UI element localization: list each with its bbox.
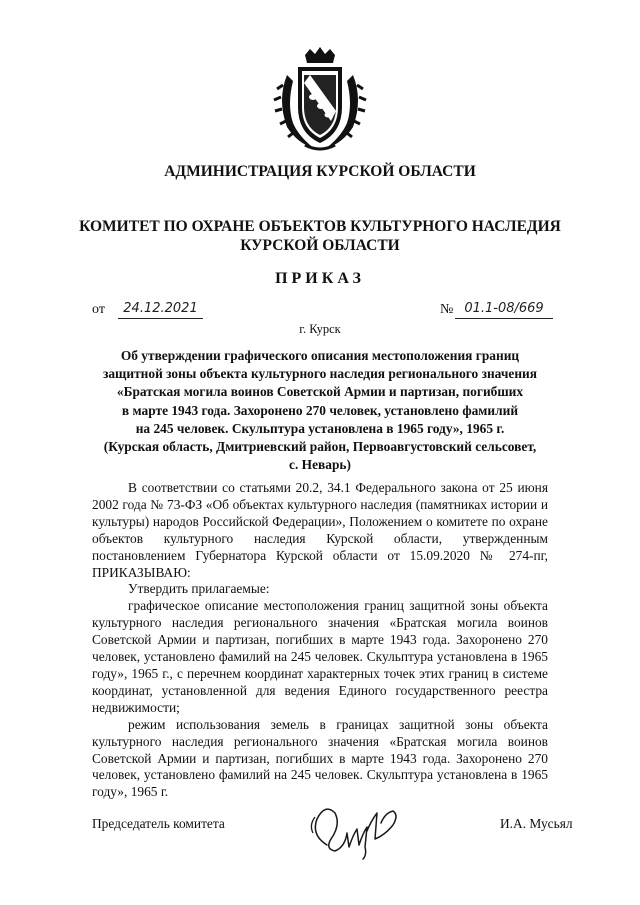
body-paragraph: Утвердить прилагаемые: bbox=[128, 581, 270, 597]
document-body bbox=[92, 480, 548, 801]
signatory-name: И.А. Мусьял bbox=[500, 816, 573, 831]
document-number: 01.1-08/669 bbox=[455, 302, 553, 319]
signatory-position: Председатель комитета bbox=[92, 816, 225, 831]
committee-title-line1: КОМИТЕТ ПО ОХРАНЕ ОБЪЕКТОВ КУЛЬТУРНОГО НАСЛЕДИЯ bbox=[79, 218, 561, 235]
subject-line: «Братская могила воинов Советской Армии и партизан, погибших bbox=[116, 384, 524, 400]
date-prefix: от bbox=[92, 302, 105, 317]
body-paragraph: режим использования земель в границах защитной зоны объекта культурного наследия регионального значения «Братская могила воинов Советской Армии и партизан, погибших в марте 1943 года. Захоронено 270 человек, установлено фамилий на 245 человек. Скульптура установлена в 1965 году», 1965 г. bbox=[92, 716, 548, 800]
body-paragraph: графическое описание местоположения границ защитной зоны объекта культурного наследия регионального значения «Братская могила воинов Советской Армии и партизан, погибших в марте 1943 года. Захоронено 270 человек, установлено фамилий на 245 человек. Скульптура установлена в 1965 году», 1965 г., с перечнем координат характерных точек этих границ в системе координат, установленной для ведения Единого государственного реестра недвижимости; bbox=[92, 598, 548, 715]
subject-line: защитной зоны объекта культурного наследия регионального значения bbox=[102, 366, 538, 382]
handwritten-signature bbox=[305, 795, 410, 860]
body-paragraph: В соответствии со статьями 20.2, 34.1 Федерального закона от 25 июня 2002 года № 73-ФЗ «Об объектах культурного наследия (памятниках истории и культуры) народов Российской Федерации», Положением о комитете по охране объектов культурного наследия Курской области, утвержденным постановлением Губернатора Курской области от 15.09.2020 № 274-пг, ПРИКАЗЫВАЮ: bbox=[92, 480, 548, 580]
committee-title bbox=[0, 217, 640, 255]
subject-line: (Курская область, Дмитриевский район, Первоавгустовский сельсовет, bbox=[103, 439, 537, 455]
subject-line: Об утверждении графического описания местоположения границ bbox=[120, 348, 520, 363]
subject-line: на 245 человек. Скульптура установлена в 1965 году», 1965 г. bbox=[135, 420, 505, 436]
city: г. Курск bbox=[299, 322, 341, 336]
document-type: ПРИКАЗ bbox=[275, 270, 365, 287]
coat-of-arms-icon bbox=[265, 45, 375, 155]
subject-line: с. Неварь) bbox=[289, 457, 351, 473]
document-subject bbox=[92, 347, 548, 474]
document-date: 24.12.2021 bbox=[118, 302, 203, 319]
subject-line: в марте 1943 года. Захоронено 270 человек, установлено фамилий bbox=[121, 402, 519, 418]
administration-title: АДМИНИСТРАЦИЯ КУРСКОЙ ОБЛАСТИ bbox=[164, 163, 476, 180]
committee-title-line2: КУРСКОЙ ОБЛАСТИ bbox=[240, 237, 400, 254]
number-prefix: № bbox=[440, 302, 454, 317]
